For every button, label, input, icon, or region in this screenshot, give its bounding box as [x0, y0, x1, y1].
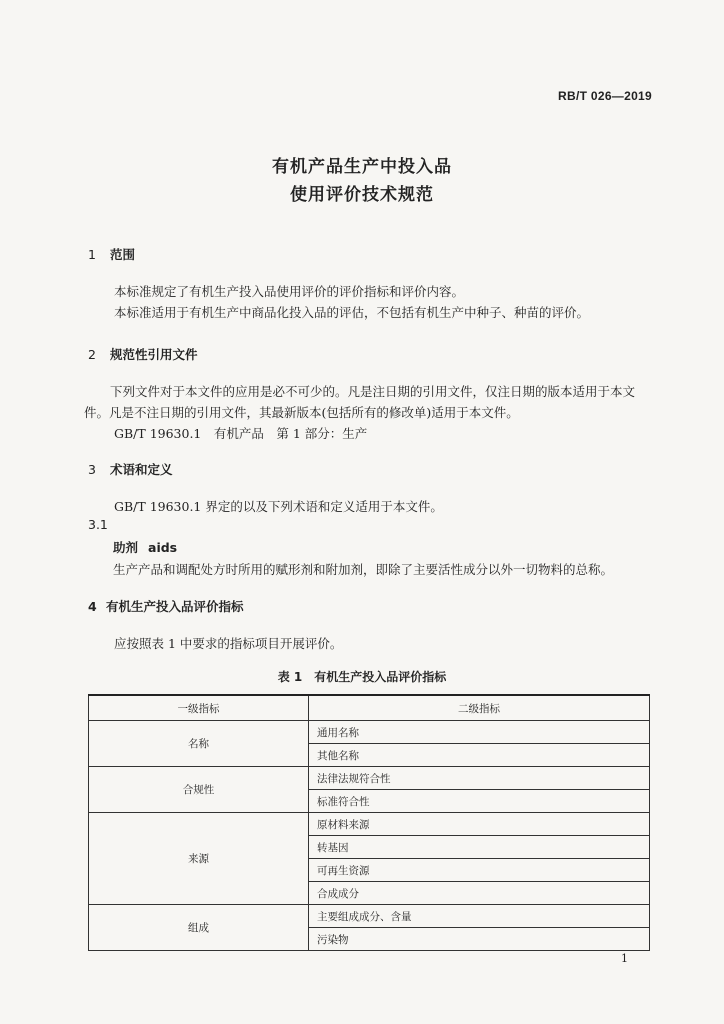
section-title: 规范性引用文件: [110, 347, 198, 362]
term-english: aids: [148, 540, 178, 555]
standard-code: RB/T 026—2019: [558, 89, 652, 103]
section-3-paragraph-1: GB/T 19630.1 界定的以及下列术语和定义适用于本文件。: [114, 499, 443, 514]
table-row: [89, 767, 650, 790]
section-4-heading: [88, 597, 244, 615]
table-caption: 表 1 有机生产投入品评价指标: [277, 670, 447, 684]
table-row: [89, 905, 650, 928]
clause-number: 3.1: [88, 517, 108, 532]
level1-cell: 来源: [89, 813, 309, 905]
section-number: 1: [88, 247, 96, 262]
level2-cell: 法律法规符合性: [309, 767, 650, 790]
section-title: 有机生产投入品评价指标: [106, 599, 244, 614]
page-number: 1: [621, 952, 628, 965]
term-entry: [113, 538, 177, 556]
level1-cell: 合规性: [89, 767, 309, 813]
section-2-heading: [88, 345, 198, 363]
evaluation-index-table: [88, 694, 650, 951]
level2-cell: 主要组成成分、含量: [309, 905, 650, 928]
table-row: [89, 721, 650, 744]
level2-cell: 转基因: [309, 836, 650, 859]
level2-cell: 标准符合性: [309, 790, 650, 813]
section-1-paragraph-2: 本标准适用于有机生产中商品化投入品的评估，不包括有机生产中种子、种苗的评价。: [114, 305, 590, 320]
level2-cell: 通用名称: [309, 721, 650, 744]
section-number: 3: [88, 462, 96, 477]
term-definition: 生产产品和调配处方时所用的赋形剂和附加剂，即除了主要活性成分以外一切物料的总称。: [113, 562, 614, 577]
level2-cell: 原材料来源: [309, 813, 650, 836]
section-title: 范围: [110, 247, 136, 262]
level2-cell: 合成成分: [309, 882, 650, 905]
table-header-row: [89, 695, 650, 721]
section-2-paragraph-1: 下列文件对于本文件的应用是必不可少的。凡是注日期的引用文件，仅注日期的版本适用于本文件。凡是不注日期的引用文件，其最新版本(包括所有的修改单)适用于本文件。: [84, 384, 636, 420]
level1-cell: 组成: [89, 905, 309, 951]
section-4-paragraph-1: 应按照表 1 中要求的指标项目开展评价。: [114, 636, 343, 651]
column-header: 一级指标: [89, 695, 309, 721]
section-title: 术语和定义: [110, 462, 173, 477]
table-row: [89, 813, 650, 836]
normative-reference: GB/T 19630.1 有机产品 第 1 部分：生产: [114, 426, 368, 441]
level2-cell: 其他名称: [309, 744, 650, 767]
term-chinese: 助剂: [113, 540, 139, 555]
section-number: 2: [88, 347, 96, 362]
document-title-line1: 有机产品生产中投入品: [272, 157, 452, 177]
column-header: 二级指标: [309, 695, 650, 721]
level1-cell: 名称: [89, 721, 309, 767]
section-number: 4: [88, 599, 97, 614]
section-1-heading: [88, 245, 135, 263]
section-3-heading: [88, 460, 173, 478]
section-1-paragraph-1: 本标准规定了有机生产投入品使用评价的评价指标和评价内容。: [114, 284, 465, 299]
level2-cell: 可再生资源: [309, 859, 650, 882]
level2-cell: 污染物: [309, 928, 650, 951]
document-title-line2: 使用评价技术规范: [290, 185, 434, 205]
